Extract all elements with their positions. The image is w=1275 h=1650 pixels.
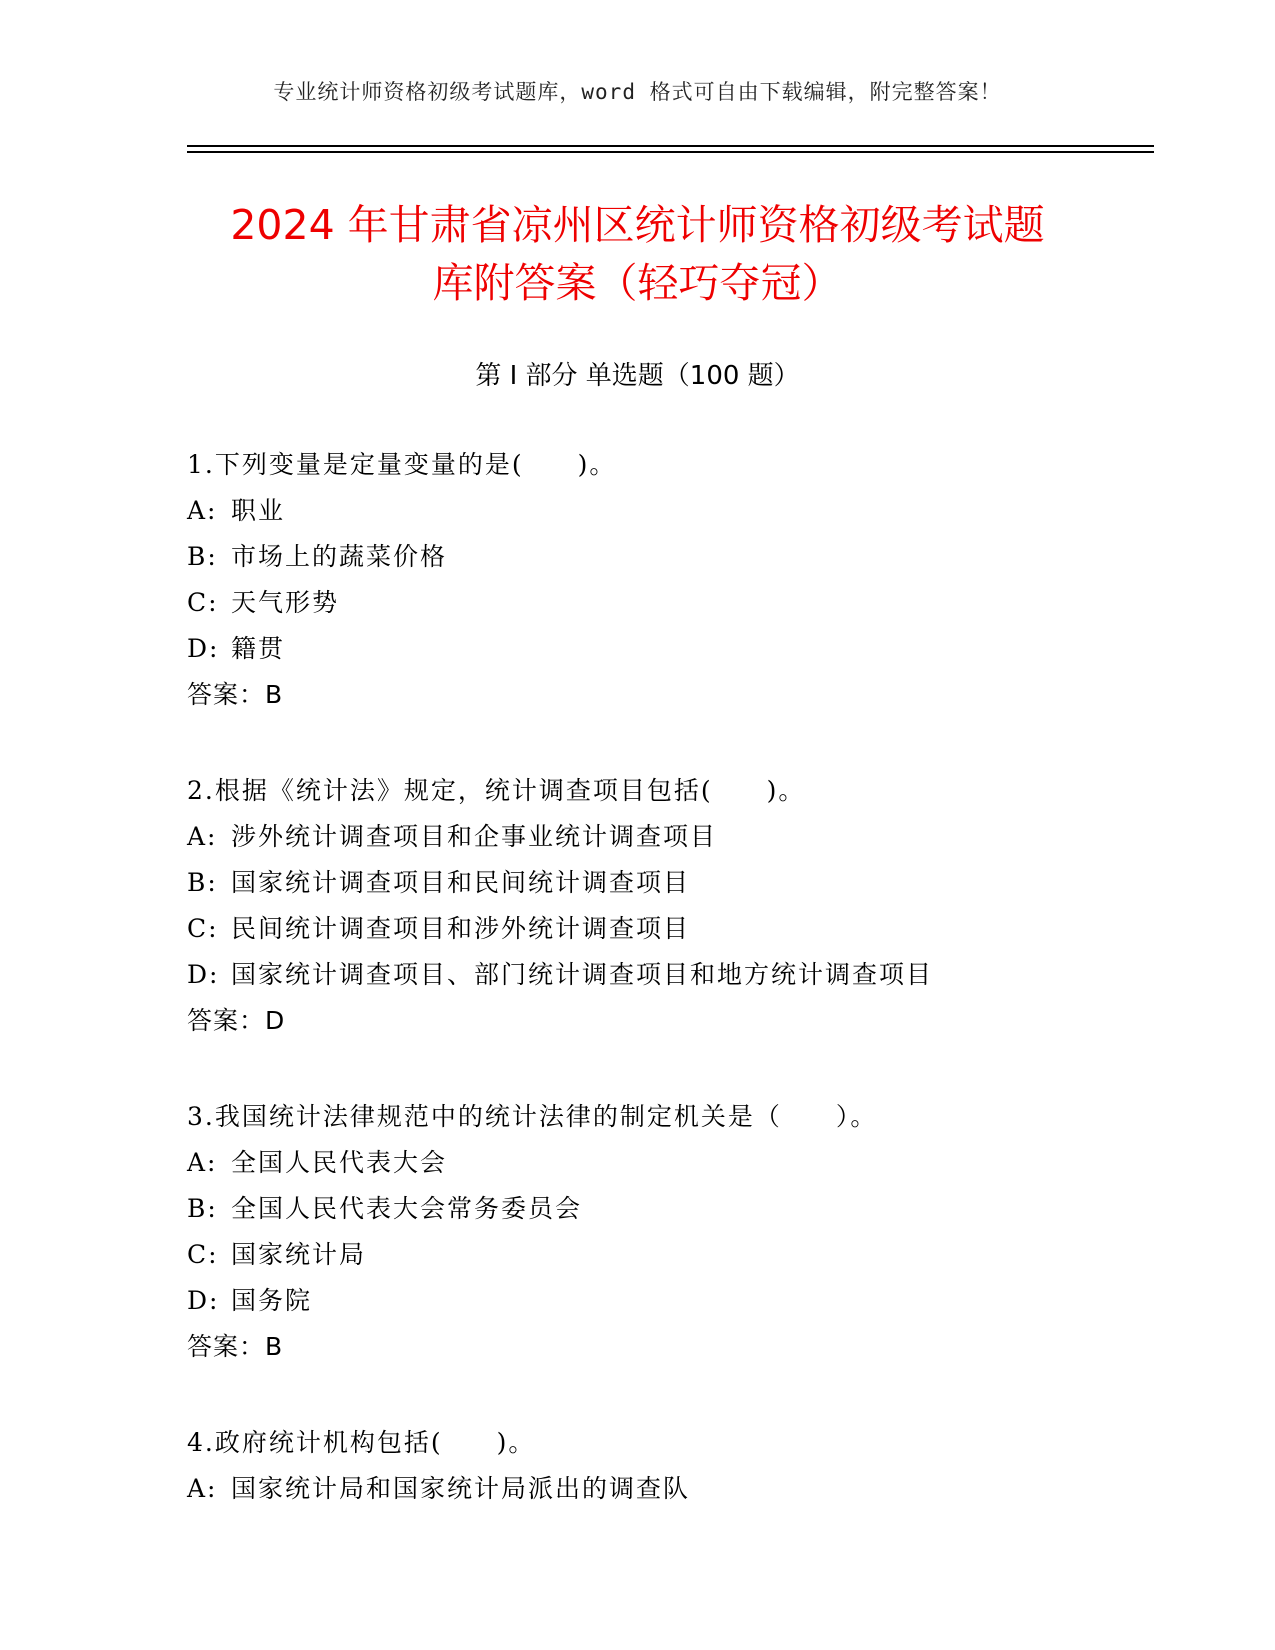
option-text: 国家统计局和国家统计局派出的调查队 xyxy=(231,1474,691,1503)
answer-line xyxy=(187,1324,1187,1370)
option-key: B: xyxy=(187,1194,218,1223)
option-key: A: xyxy=(187,1148,218,1177)
question-stem: 3.我国统计法律规范中的统计法律的制定机关是（ ）。 xyxy=(187,1102,878,1131)
option-text: 市场上的蔬菜价格 xyxy=(231,542,448,571)
answer-label: 答案： xyxy=(187,680,266,709)
question-stem: 4.政府统计机构包括( )。 xyxy=(187,1428,536,1457)
option-key: A: xyxy=(187,1474,218,1503)
option-key: D: xyxy=(187,634,220,663)
option-key: C: xyxy=(187,914,219,943)
question-1 xyxy=(187,442,1187,718)
option-a xyxy=(187,1140,1187,1186)
option-c xyxy=(187,1232,1187,1278)
header-rule-top xyxy=(187,145,1154,147)
option-text: 籍贯 xyxy=(231,634,286,663)
option-text: 民间统计调查项目和涉外统计调查项目 xyxy=(231,914,691,943)
option-text: 职业 xyxy=(231,496,286,525)
option-text: 天气形势 xyxy=(231,588,340,617)
option-key: B: xyxy=(187,542,218,571)
question-stem: 1.下列变量是定量变量的是( )。 xyxy=(187,450,617,479)
answer-value: B xyxy=(265,1332,284,1361)
option-text: 国家统计局 xyxy=(231,1240,367,1269)
answer-value: B xyxy=(265,680,284,709)
answer-line xyxy=(187,998,1187,1044)
question-stem: 2.根据《统计法》规定，统计调查项目包括( )。 xyxy=(187,776,806,805)
document-title-line2: 库附答案（轻巧夺冠） xyxy=(432,259,843,307)
option-text: 全国人民代表大会常务委员会 xyxy=(231,1194,583,1223)
question-list xyxy=(187,442,1187,1562)
option-d xyxy=(187,952,1187,998)
option-key: D: xyxy=(187,1286,220,1315)
option-key: C: xyxy=(187,588,219,617)
option-key: B: xyxy=(187,868,218,897)
option-text: 涉外统计调查项目和企事业统计调查项目 xyxy=(231,822,718,851)
option-a xyxy=(187,814,1187,860)
question-3 xyxy=(187,1094,1187,1370)
option-text: 国家统计调查项目、部门统计调查项目和地方统计调查项目 xyxy=(231,960,934,989)
option-a xyxy=(187,1466,1187,1512)
question-2 xyxy=(187,768,1187,1044)
option-a xyxy=(187,488,1187,534)
document-title-line1: 2024 年甘肃省凉州区统计师资格初级考试题 xyxy=(230,201,1045,249)
option-d xyxy=(187,626,1187,672)
option-text: 国家统计调查项目和民间统计调查项目 xyxy=(231,868,691,897)
option-text: 全国人民代表大会 xyxy=(231,1148,448,1177)
answer-label: 答案： xyxy=(187,1332,266,1361)
header-note: 专业统计师资格初级考试题库，word 格式可自由下载编辑，附完整答案！ xyxy=(273,80,1002,104)
option-d xyxy=(187,1278,1187,1324)
document-title xyxy=(150,196,1125,312)
header-rule-bottom xyxy=(187,151,1154,153)
option-b xyxy=(187,1186,1187,1232)
option-c xyxy=(187,906,1187,952)
question-4 xyxy=(187,1420,1187,1512)
section-title: 第 I 部分 单选题（100 题） xyxy=(475,361,800,391)
option-b xyxy=(187,534,1187,580)
option-text: 国务院 xyxy=(231,1286,313,1315)
option-c xyxy=(187,580,1187,626)
option-b xyxy=(187,860,1187,906)
option-key: D: xyxy=(187,960,220,989)
answer-label: 答案： xyxy=(187,1006,266,1035)
option-key: C: xyxy=(187,1240,219,1269)
answer-value: D xyxy=(265,1006,286,1035)
option-key: A: xyxy=(187,822,218,851)
answer-line xyxy=(187,672,1187,718)
option-key: A: xyxy=(187,496,218,525)
